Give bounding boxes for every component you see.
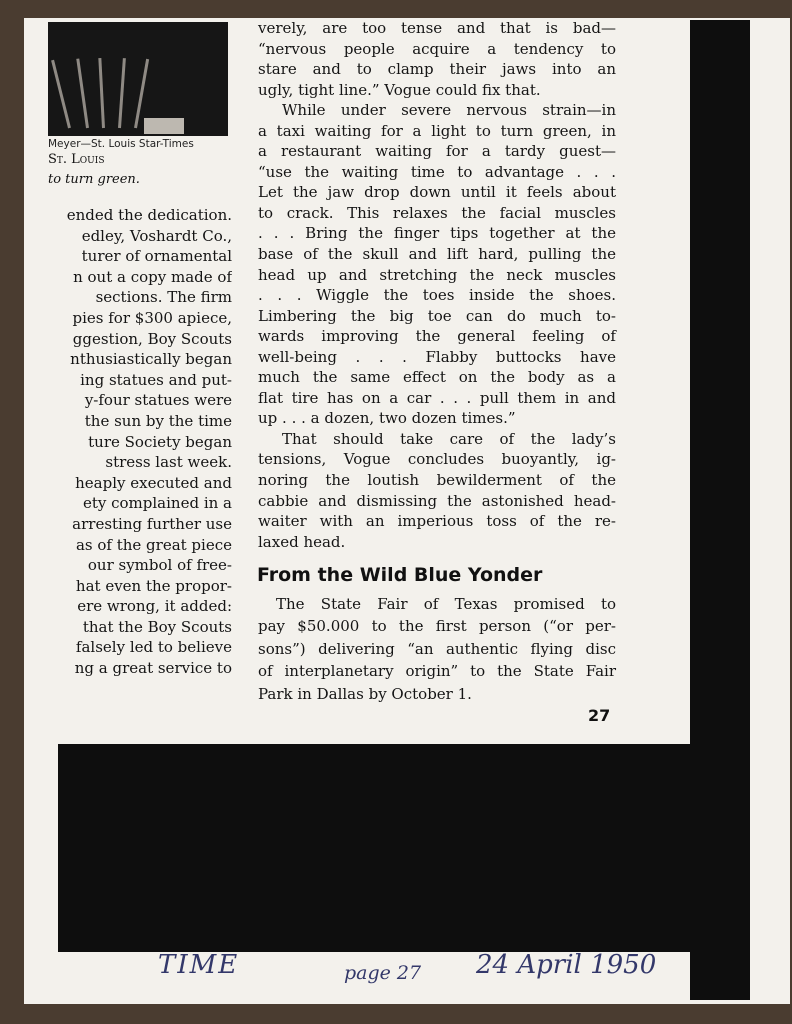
text-line: The State Fair of Texas promised to xyxy=(276,595,616,613)
text-line: up . . . a dozen, two dozen times.” xyxy=(258,409,516,428)
text-line: ng a great service to xyxy=(74,659,232,678)
text-line: head up and stretching the neck muscles xyxy=(258,265,616,284)
text-line: ere wrong, it added: xyxy=(77,597,232,616)
text-line: laxed head. xyxy=(258,532,346,551)
text-line: nthusiastically began xyxy=(70,350,232,369)
text-line: While under severe nervous strain—in xyxy=(282,101,616,120)
text-line: ture Society began xyxy=(88,432,232,451)
text-line: wards improving the general feeling of xyxy=(258,327,616,346)
text-line: hat even the propor- xyxy=(75,576,232,595)
text-line: cabbie and dismissing the astonished head- xyxy=(258,491,616,510)
handwritten-magazine: TIME xyxy=(158,950,240,980)
text-line: ety complained in a xyxy=(82,494,232,513)
text-line: a restaurant waiting for a tardy guest— xyxy=(258,142,616,161)
text-line: of interplanetary origin” to the State Fair xyxy=(258,662,616,681)
text-line: ing statues and put- xyxy=(80,370,232,389)
photo-caption-line-1: St. Louis xyxy=(48,152,105,167)
handwritten-page: page 27 xyxy=(344,962,422,984)
text-line: a taxi waiting for a light to turn green, in xyxy=(258,121,616,140)
state-fair-paragraph xyxy=(258,593,616,705)
text-line: Park in Dallas by October 1. xyxy=(258,684,472,703)
text-line: the sun by the time xyxy=(84,411,232,430)
text-line: falsely led to believe xyxy=(75,638,232,657)
text-line: turer of ornamental xyxy=(81,247,232,266)
text-line: sons”) delivering “an authentic flying disc xyxy=(258,639,616,658)
left-column-text xyxy=(48,205,232,679)
text-line: pay $50.000 to the first person (“or per- xyxy=(258,617,616,636)
text-line: to crack. This relaxes the facial muscles xyxy=(258,203,616,222)
text-line: that the Boy Scouts xyxy=(82,617,232,636)
text-line: ugly, tight line.” Vogue could fix that. xyxy=(258,80,541,99)
text-line: heaply executed and xyxy=(75,473,232,492)
black-mask-bottom xyxy=(58,744,750,952)
text-line: . . . Wiggle the toes inside the shoes. xyxy=(258,286,616,305)
text-line: as of the great piece xyxy=(75,535,232,554)
text-line: n out a copy made of xyxy=(73,267,232,286)
text-line: base of the skull and lift hard, pulling the xyxy=(258,245,616,264)
photo-caption-line-2: to turn green. xyxy=(48,172,140,187)
photo-credit: Meyer—St. Louis Star-Times xyxy=(48,138,194,150)
text-line: That should take care of the lady’s xyxy=(282,429,616,448)
text-line: waiter with an imperious toss of the re- xyxy=(258,512,616,531)
section-heading: From the Wild Blue Yonder xyxy=(257,564,543,586)
text-line: pies for $300 apiece, xyxy=(72,308,232,327)
text-line: flat tire has on a car . . . pull them in and xyxy=(258,388,616,407)
text-line: edley, Voshardt Co., xyxy=(81,226,232,245)
text-line: sections. The firm xyxy=(95,288,232,307)
text-line: much the same effect on the body as a xyxy=(258,368,616,387)
page-number: 27 xyxy=(588,706,611,725)
text-line: ended the dedication. xyxy=(66,206,232,224)
text-line: noring the loutish bewilderment of the xyxy=(258,471,616,490)
text-line: Limbering the big toe can do much to- xyxy=(258,306,616,325)
text-line: . . . Bring the finger tips together at the xyxy=(258,224,616,243)
text-line: our symbol of free- xyxy=(87,556,232,575)
text-line: arresting further use xyxy=(72,514,232,533)
text-line: verely, are too tense and that is bad— xyxy=(258,19,616,37)
text-line: stress last week. xyxy=(105,453,232,472)
text-line: tensions, Vogue concludes buoyantly, ig- xyxy=(258,450,616,469)
text-line: “nervous people acquire a tendency to xyxy=(258,39,616,58)
text-line: “use the waiting time to advantage . . . xyxy=(258,162,616,181)
handwritten-date: 24 April 1950 xyxy=(476,950,657,980)
text-line: y-four statues were xyxy=(84,391,232,410)
news-photo xyxy=(48,22,228,136)
text-line: Let the jaw drop down until it feels about xyxy=(258,183,616,202)
text-line: stare and to clamp their jaws into an xyxy=(258,60,616,79)
text-line: ggestion, Boy Scouts xyxy=(72,329,232,348)
vogue-article-text xyxy=(258,18,616,552)
text-line: well-being . . . Flabby buttocks have xyxy=(258,347,616,366)
